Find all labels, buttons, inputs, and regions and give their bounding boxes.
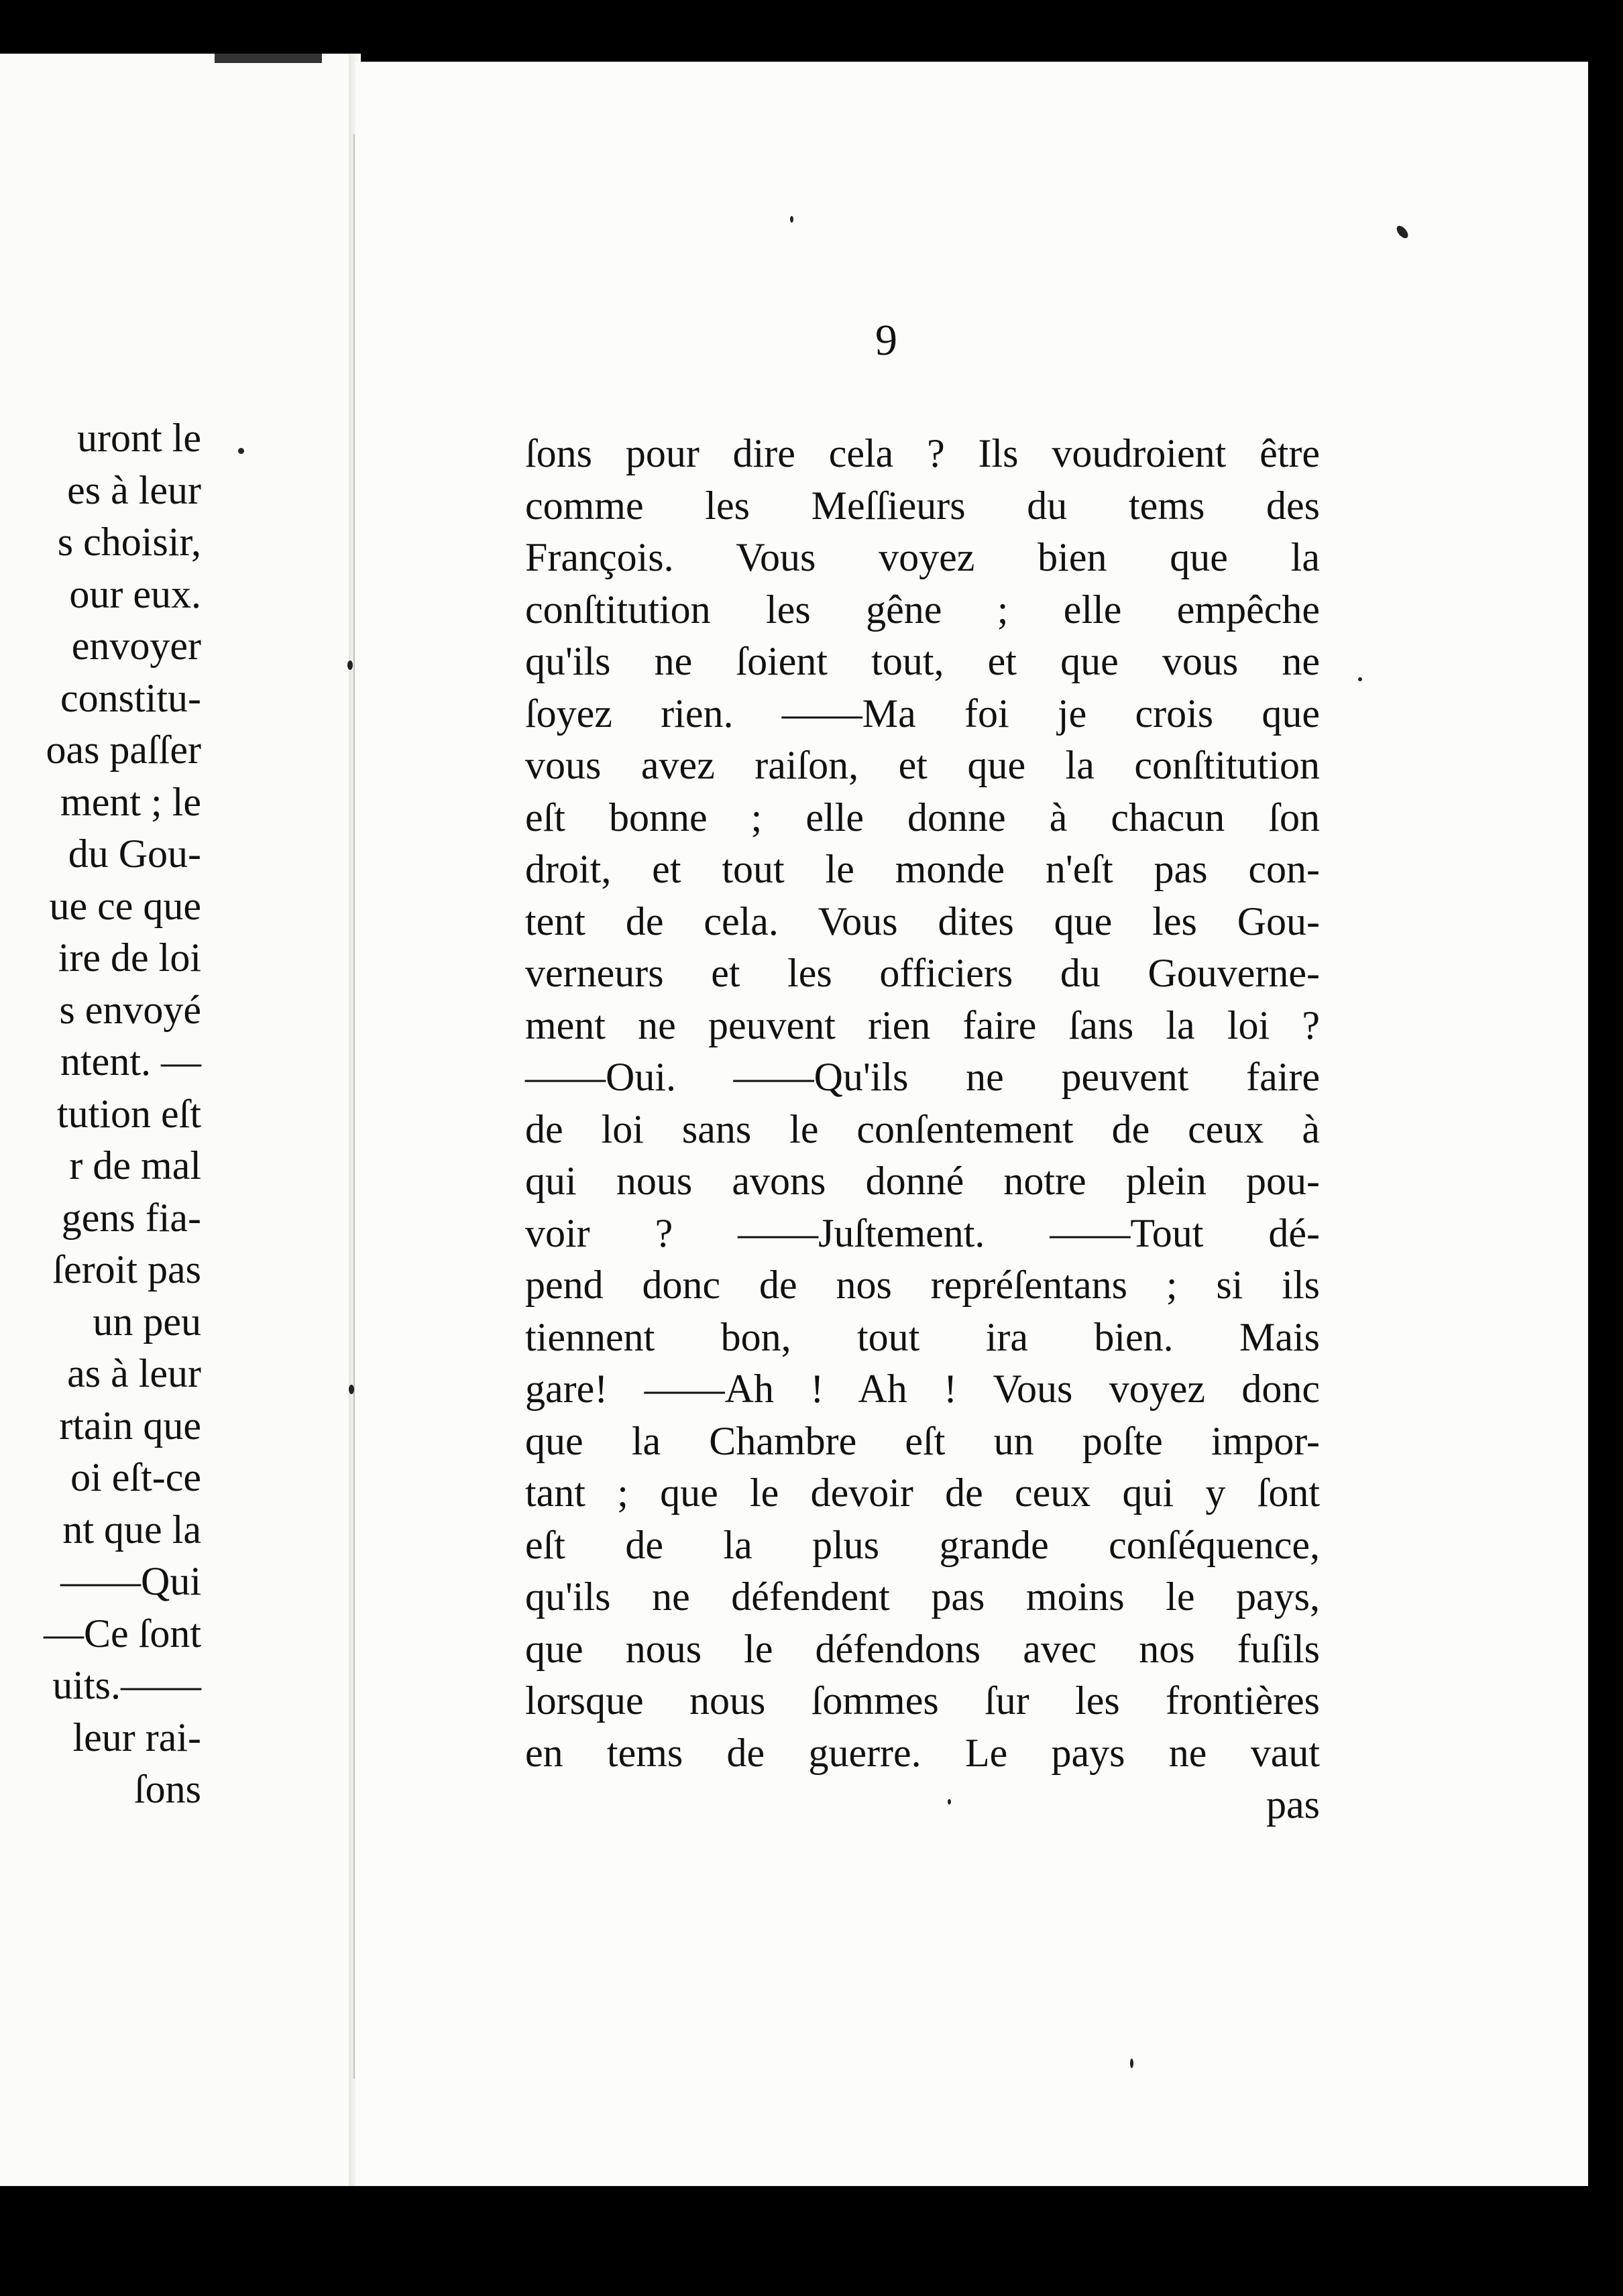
left-page-line: ntent. —: [60, 1039, 201, 1084]
text-line: de loi sans le conſentement de ceux à: [525, 1106, 1320, 1151]
text-line: vous avez raiſon, et que la conſtitution: [525, 743, 1320, 787]
scan-speck: [347, 661, 353, 670]
text-line: François. Vous voyez bien que la: [525, 535, 1320, 579]
left-page-line: ire de loi: [58, 935, 201, 980]
left-page-line: our eux.: [69, 571, 201, 616]
text-line: pend donc de nos repréſentans ; si ils: [525, 1263, 1320, 1307]
left-page-line: oas paſſer: [46, 728, 201, 772]
left-page-line: as à leur: [67, 1351, 201, 1395]
left-page-line: s envoyé: [59, 987, 201, 1032]
left-page-line: rtain que: [59, 1403, 201, 1448]
gutter-fold-line: [353, 134, 355, 2079]
text-line: tent de cela. Vous dites que les Gou-: [525, 899, 1320, 943]
left-page-line: gens fia-: [61, 1195, 201, 1240]
scan-speck: [948, 1799, 951, 1804]
text-line: lorsque nous ſommes ſur les frontières: [525, 1678, 1320, 1723]
text-line: qu'ils ne ſoient tout, et que vous ne: [525, 639, 1320, 683]
left-page-line: constitu-: [60, 675, 201, 720]
left-page-line: envoyer: [71, 624, 201, 668]
page-number: 9: [875, 316, 897, 365]
scan-speck: [1130, 2059, 1133, 2068]
left-page-line: ment ; le: [60, 779, 201, 824]
left-page-line: —Ce ſont: [44, 1611, 201, 1656]
left-page-line: un peu: [93, 1299, 201, 1344]
scan-speck: [349, 1385, 354, 1394]
text-line: tant ; que le devoir de ceux qui y ſont: [525, 1471, 1320, 1515]
text-line: voir ? ——Juſtement. ——Tout dé-: [525, 1210, 1320, 1255]
left-page-line: ——Qui: [60, 1559, 201, 1603]
left-page-line: r de mal: [69, 1143, 201, 1188]
left-page-line: tution eſt: [57, 1091, 201, 1136]
text-line: en tems de guerre. Le pays ne vaut: [525, 1730, 1320, 1775]
text-line: ——Oui. ——Qu'ils ne peuvent faire: [525, 1055, 1320, 1099]
text-line: comme les Meſſieurs du tems des: [525, 483, 1320, 528]
left-page-line: s choisir,: [57, 520, 201, 564]
text-line: tiennent bon, tout ira bien. Mais: [525, 1314, 1320, 1359]
text-line: gare! ——Ah ! Ah ! Vous voyez donc: [525, 1367, 1320, 1411]
text-line: que la Chambre eſt un poſte impor-: [525, 1418, 1320, 1463]
text-line: que nous le défendons avec nos fuſils: [525, 1626, 1320, 1671]
scan-speck: [1358, 677, 1362, 681]
left-page-line: nt que la: [62, 1507, 201, 1552]
main-text-block: [525, 428, 1320, 1831]
left-page-line: ſeroit pas: [52, 1247, 201, 1292]
text-line: conſtitution les gêne ; elle empêche: [525, 587, 1320, 632]
catchword: pas: [1266, 1782, 1320, 1827]
text-line: eſt bonne ; elle donne à chacun ſon: [525, 795, 1320, 840]
left-page: [0, 54, 355, 2186]
text-line: eſt de la plus grande conſéquence,: [525, 1522, 1320, 1567]
left-page-line: leur rai-: [72, 1715, 201, 1760]
text-line: qu'ils ne défendent pas moins le pays,: [525, 1574, 1320, 1619]
left-page-line: es à leur: [67, 467, 201, 512]
text-line: verneurs et les officiers du Gouverne-: [525, 951, 1320, 995]
left-page-line: ſons: [133, 1767, 201, 1811]
left-page-text: [0, 412, 201, 1816]
left-page-line: ue ce que: [49, 883, 201, 928]
text-line: ſoyez rien. ——Ma foi je crois que: [525, 691, 1320, 736]
left-page-line: uits.——: [52, 1663, 201, 1707]
text-line: ſons pour dire cela ? Ils voudroient être: [525, 431, 1320, 475]
left-page-line: oi eſt-ce: [70, 1455, 201, 1499]
scan-edge-mark: [215, 54, 322, 63]
left-page-line: uront le: [77, 416, 201, 460]
text-line: ment ne peuvent rien faire ſans la loi ?: [525, 1002, 1320, 1047]
text-line: qui nous avons donné notre plein pou-: [525, 1159, 1320, 1203]
scan-speck: [790, 216, 793, 223]
scan-speck: [238, 448, 244, 454]
text-line: droit, et tout le monde n'eſt pas con-: [525, 847, 1320, 891]
left-page-line: du Gou-: [68, 831, 201, 876]
